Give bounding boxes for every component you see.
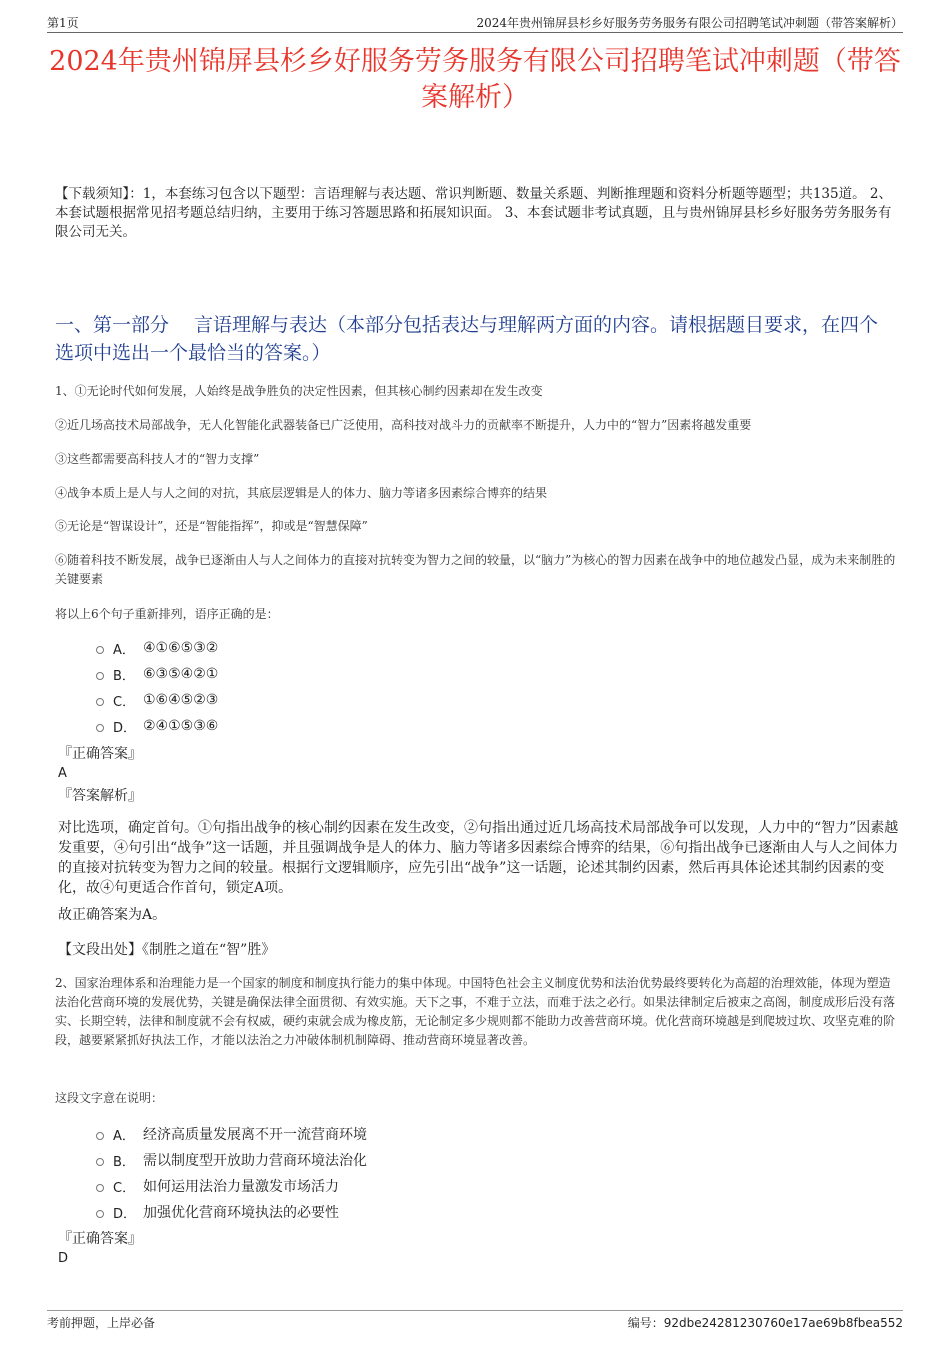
analysis-label: 『答案解析』	[58, 788, 142, 804]
option-letter: C．	[113, 694, 136, 710]
option-letter: A．	[113, 642, 135, 658]
header-doc-title: 2024年贵州锦屏县杉乡好服务劳务服务有限公司招聘笔试冲刺题（带答案解析）	[476, 16, 903, 30]
answer-value: D	[58, 1251, 69, 1266]
q2-text: 2、国家治理体系和治理能力是一个国家的制度和制度执行能力的集中体现。中国特色社会主义制度优势和法治优势最终要转化为高超的治理效能，体现为塑造法治化营商环境的发展优势，关键是确保法律全面贯彻、有效实施。天下之事，不难于立法，而难于法之必行。如果法律制定后被束之高阁，制度成形后没有落实、长期空转，法律和制度就不会有权威，硬约束就会成为橡皮筋，无论制定多少规则都不能助力改善营商环境。优化营商环境越是到爬坡过坎、攻坚克难的阶段，越要紧紧抓好执法工作，才能以法治之力冲破体制机制障碍、推动营商环境显著改善。	[55, 976, 896, 1047]
option-letter: D．	[113, 1206, 137, 1222]
q1-options	[96, 635, 596, 739]
footer-id-value: 92dbe24281230760e17ae69b8fbea552	[663, 1316, 903, 1330]
option-letter: D．	[113, 720, 137, 736]
q1-source: 【文段出处】《制胜之道在“智”胜》	[58, 942, 276, 958]
option-text: ①⑥④⑤②③	[143, 692, 219, 708]
footer-slogan: 考前押题，上岸必备	[47, 1316, 156, 1330]
page-footer	[47, 1310, 903, 1330]
page-number: 第1页	[47, 16, 79, 30]
q1-sentence-3: ③这些都需要高科技人才的“智力支撑”	[55, 452, 260, 466]
q1-sentence-6: ⑥随着科技不断发展，战争已逐渐由人与人之间体力的直接对抗转变为智力之间的较量，以“脑力”为核心的智力因素在战争中的地位越发凸显，成为未来制胜的关键要素	[55, 553, 896, 586]
option-text: ⑥③⑤④②①	[143, 666, 219, 682]
q1-sentence-1: 1、①无论时代如何发展，人始终是战争胜负的决定性因素，但其核心制约因素却在发生改变	[55, 384, 543, 398]
q1-option-a[interactable]	[96, 635, 596, 661]
q1-option-b[interactable]	[96, 661, 596, 687]
q1-sentence-2: ②近几场高技术局部战争，无人化智能化武器装备已广泛使用，高科技对战斗力的贡献率不断提升，人力中的“智力”因素将越发重要	[55, 418, 752, 432]
option-text: ②④①⑤③⑥	[143, 718, 219, 734]
radio-icon[interactable]	[96, 646, 104, 654]
q1-answer-block	[58, 744, 900, 806]
q1-prompt: 将以上6个句子重新排列，语序正确的是：	[55, 607, 279, 621]
q1-sentence-5: ⑤无论是“智谋设计”，还是“智能指挥”，抑或是“智慧保障”	[55, 519, 368, 533]
option-letter: C．	[113, 1180, 136, 1196]
answer-label: 『正确答案』	[58, 1231, 142, 1247]
option-letter: B．	[113, 1154, 135, 1170]
q1-analysis: 对比选项，确定首句。①句指出战争的核心制约因素在发生改变，②句指出通过近几场高技术局部战争可以发现，人力中的“智力”因素越发重要，④句引出“战争”这一话题，并且强调战争是人的体力、脑力等诸多因素综合博弈的结果，⑥句指出战争已逐渐由人与人之间体力的直接对抗转变为智力之间的较量。根据行文逻辑顺序，应先引出“战争”这一话题，论述其制约因素，然后再具体论述其制约因素的变化，故④句更适合作首句，锁定A项。	[58, 820, 899, 896]
q2-option-a[interactable]	[96, 1121, 596, 1147]
option-text: 需以制度型开放助力营商环境法治化	[143, 1153, 367, 1169]
q2-option-c[interactable]	[96, 1173, 596, 1199]
document-title: 2024年贵州锦屏县杉乡好服务劳务服务有限公司招聘笔试冲刺题（带答案解析）	[49, 46, 901, 113]
download-notice: 【下载须知】：1，本套练习包含以下题型：言语理解与表达题、常识判断题、数量关系题、判断推理题和资料分析题等题型；共135道。 2、本套试题根据常见招考题总结归纳，主要用于练习答题思路和拓展知识面。 3、本套试题非考试真题，且与贵州锦屏县杉乡好服务劳务服务有限公司无关。	[55, 186, 892, 240]
q2-option-b[interactable]	[96, 1147, 596, 1173]
radio-icon[interactable]	[96, 672, 104, 680]
option-text: 加强优化营商环境执法的必要性	[143, 1205, 339, 1221]
option-text: 经济高质量发展离不开一流营商环境	[143, 1127, 367, 1143]
option-text: ④①⑥⑤③②	[143, 640, 219, 656]
section-title: 一、第一部分 言语理解与表达（本部分包括表达与理解两方面的内容。请根据题目要求，在四个选项中选出一个最恰当的答案。）	[55, 314, 879, 364]
q1-option-d[interactable]	[96, 713, 596, 739]
q2-option-d[interactable]	[96, 1199, 596, 1225]
q1-conclusion: 故正确答案为A。	[58, 907, 167, 923]
footer-id-label: 编号：	[627, 1316, 664, 1330]
radio-icon[interactable]	[96, 1210, 104, 1218]
q2-prompt: 这段文字意在说明：	[55, 1091, 164, 1105]
radio-icon[interactable]	[96, 724, 104, 732]
answer-value: A	[58, 766, 67, 781]
radio-icon[interactable]	[96, 1184, 104, 1192]
option-letter: B．	[113, 668, 135, 684]
option-text: 如何运用法治力量激发市场活力	[143, 1179, 339, 1195]
q2-options	[96, 1121, 596, 1225]
radio-icon[interactable]	[96, 1132, 104, 1140]
radio-icon[interactable]	[96, 698, 104, 706]
answer-label: 『正确答案』	[58, 746, 142, 762]
radio-icon[interactable]	[96, 1158, 104, 1166]
q1-sentence-4: ④战争本质上是人与人之间的对抗，其底层逻辑是人的体力、脑力等诸多因素综合博弈的结果	[55, 486, 548, 500]
q2-answer-block	[58, 1229, 900, 1269]
page-header	[47, 14, 903, 33]
option-letter: A．	[113, 1128, 135, 1144]
footer-doc-id	[628, 1314, 903, 1331]
q1-option-c[interactable]	[96, 687, 596, 713]
